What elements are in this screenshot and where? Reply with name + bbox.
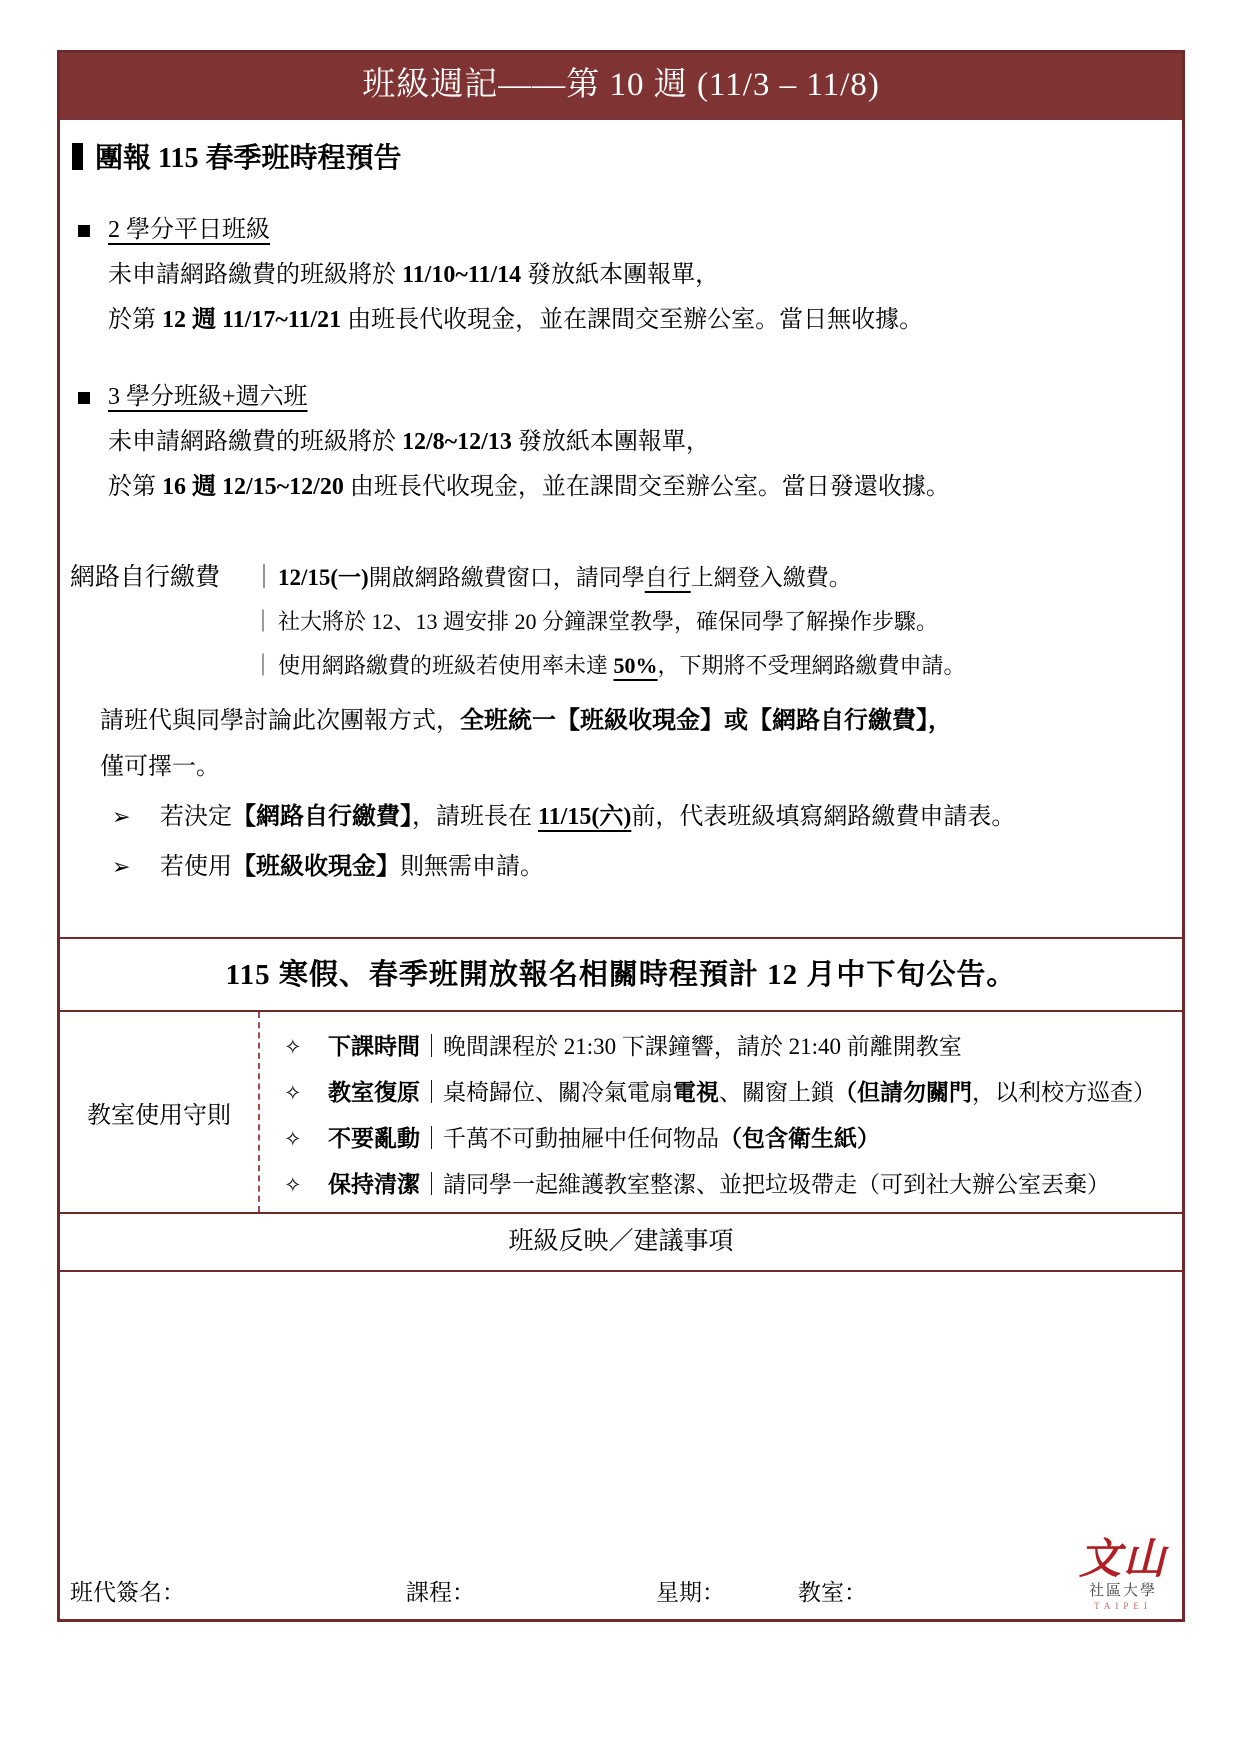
signature-field-rep: 班代簽名：	[70, 1580, 185, 1605]
diamond-bullet-icon: ✧	[284, 1035, 302, 1059]
bullet-text-line: 於第 12 週 11/17~11/21 由班長代收現金，並在課間交至辦公室。當日無收據。	[108, 307, 924, 333]
diamond-bullet-icon: ✧	[284, 1127, 302, 1151]
weekly-report-document	[57, 50, 1185, 1622]
feedback-title: 班級反映／建議事項	[508, 1228, 734, 1255]
bullet-text-line: 未申請網路繳費的班級將於 11/10~11/14 發放紙本團報單，	[108, 262, 720, 288]
online-payment-text: 社大將於 12、13 週安排 20 分鐘課堂教學，確保同學了解操作步驟。	[278, 609, 939, 634]
bullet-text-line: 未申請網路繳費的班級將於 12/8~12/13 發放紙本團報單，	[108, 429, 710, 455]
registration-announcement	[60, 937, 1182, 1010]
rule-text: 下課時間｜晚間課程於 21:30 下課鐘響，請於 21:40 前離開教室	[328, 1034, 962, 1059]
section-heading-text: 團報 115 春季班時程預告	[95, 143, 402, 174]
online-payment-label: 網路自行繳費	[70, 564, 221, 591]
arrow-item-text: 若決定【網路自行繳費】，請班長在 11/15(六)前，代表班級填寫網路繳費申請表。	[160, 804, 1016, 830]
main-content	[60, 120, 1182, 937]
separator-bar: ｜	[252, 653, 275, 678]
signature-field-weekday: 星期：	[656, 1580, 725, 1605]
logo-sub-text: 社區大學	[1088, 1583, 1157, 1599]
rules-table-body	[258, 1012, 1182, 1212]
bullet-title: 3 學分班級+週六班	[108, 384, 308, 410]
bullet-block-2credit	[70, 208, 1170, 343]
bullet-title-row	[70, 375, 1170, 420]
diamond-bullet-icon: ✧	[284, 1081, 302, 1105]
rule-item	[278, 1116, 1176, 1162]
bullet-title: 2 學分平日班級	[108, 217, 270, 243]
arrow-item-text: 若使用【班級收現金】則無需申請。	[160, 854, 544, 880]
arrow-list-item	[112, 844, 1170, 890]
bullet-title-row	[70, 208, 1170, 253]
logo-caption-text: TAIPEI	[1094, 1601, 1152, 1611]
discussion-paragraph: 請班代與同學討論此次團報方式，全班統一【班級收現金】或【網路自行繳費】，	[100, 708, 952, 734]
arrow-list-item	[112, 794, 1170, 840]
logo-main-text: 文山	[1078, 1537, 1167, 1583]
diamond-bullet-icon: ✧	[284, 1173, 302, 1197]
online-payment-row	[70, 644, 1170, 688]
document-title: 班級週記——第 10 週 (11/3 – 11/8)	[362, 67, 880, 103]
rules-table-label: 教室使用守則	[87, 1102, 231, 1129]
bullet-block-3credit	[70, 375, 1170, 510]
feedback-section-header	[60, 1212, 1182, 1270]
arrow-bullet-icon: ➢	[112, 854, 131, 879]
section-heading-group-report	[72, 136, 1170, 176]
announcement-text: 115 寒假、春季班開放報名相關時程預計 12 月中下旬公告。	[225, 959, 1017, 991]
discussion-paragraph-line2: 僅可擇一。	[100, 754, 220, 780]
signature-field-classroom: 教室：	[798, 1580, 867, 1605]
separator-bar: ｜	[252, 565, 276, 591]
document-title-bar	[60, 53, 1182, 120]
rule-text: 教室復原｜桌椅歸位、關冷氣電扇電視、關窗上鎖（但請勿關門，以利校方巡查）	[328, 1080, 1156, 1105]
classroom-rules-table	[60, 1010, 1182, 1212]
arrow-bullet-icon: ➢	[112, 804, 131, 829]
rule-item	[278, 1162, 1176, 1208]
square-bullet-icon	[78, 225, 90, 237]
feedback-blank-area	[60, 1270, 1182, 1619]
rule-item	[278, 1024, 1176, 1070]
online-payment-section	[70, 556, 1170, 688]
online-payment-text: 使用網路繳費的班級若使用率未達 50%，下期將不受理網路繳費申請。	[278, 653, 966, 678]
square-bullet-icon	[78, 392, 90, 404]
rule-text: 不要亂動｜千萬不可動抽屜中任何物品（包含衛生紙）	[328, 1126, 880, 1151]
online-payment-text: 12/15(一)開啟網路繳費窗口，請同學自行上網登入繳費。	[278, 565, 852, 590]
rule-item	[278, 1070, 1176, 1116]
signature-row	[70, 1574, 1172, 1607]
bullet-text-line: 於第 16 週 12/15~12/20 由班長代收現金，並在課間交至辦公室。當日發還收據。	[108, 474, 950, 500]
online-payment-row	[70, 556, 1170, 600]
section-marker-icon	[72, 143, 83, 170]
rule-text: 保持清潔｜請同學一起維護教室整潔、並把垃圾帶走（可到社大辦公室丟棄）	[328, 1172, 1110, 1197]
separator-bar: ｜	[252, 609, 275, 634]
signature-field-course: 課程：	[406, 1580, 475, 1605]
online-payment-row	[70, 600, 1170, 644]
